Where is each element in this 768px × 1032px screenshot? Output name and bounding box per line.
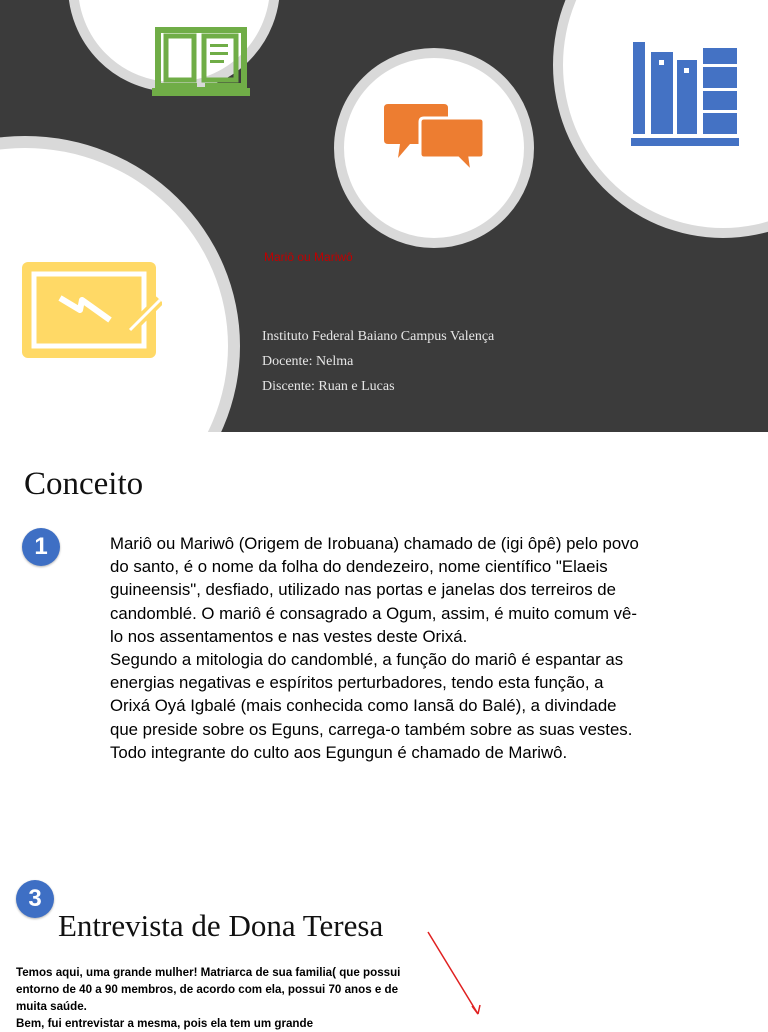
number-badge-1: 1 (22, 528, 60, 566)
book-icon (152, 26, 250, 98)
institution-line: Instituto Federal Baiano Campus Valença (262, 329, 495, 344)
library-books-icon (631, 40, 739, 146)
interview-heading: Entrevista de Dona Teresa (58, 908, 384, 943)
concept-heading: Conceito (24, 466, 144, 502)
interview-paragraph-2: Bem, fui entrevistar a mesma, pois ela tem um grande (16, 1017, 314, 1030)
concept-text (110, 532, 640, 764)
cover-info (262, 324, 494, 399)
cover-title: Mariô ou Mariwô (264, 250, 353, 264)
cover-slide (0, 0, 768, 432)
concept-paragraph-3: Todo integrante do culto aos Egungun é chamado de Mariwô. (110, 742, 568, 762)
interview-paragraph-1: Temos aqui, uma grande mulher! Matriarca de sua familia( que possui entorno de 40 a 90 membros, de acordo com ela, possui 70 anos e de muita saúde. (16, 966, 401, 1013)
red-arrow-icon (426, 930, 486, 1024)
chat-bubbles-icon (384, 102, 484, 174)
concept-paragraph-1: Mariô ou Mariwô (Origem de Irobuana) chamado de (igi ôpê) pelo povo do santo, é o nome da folha do dendezeiro, nome científico "Elaeis guineensis", desfiado, utilizado nas portas e janelas dos terreiros de candomblé. O mariô é consagrado a Ogum, assim, é muito comum vê-lo nos assentamentos e nas vestes deste Orixá. (110, 534, 639, 646)
teacher-line: Docente: Nelma (262, 354, 354, 369)
students-line: Discente: Ruan e Lucas (262, 379, 395, 394)
concept-paragraph-2: Segundo a mitologia do candomblé, a função do mariô é espantar as energias negativas e espíritos perturbadores, tendo esta função, a Orixá Oyá Igbalé (mais conhecida como Iansã do Balé), a divindade que preside sobre os Eguns, carrega-o também sobre as suas vestes. (110, 650, 633, 739)
number-badge-3: 3 (16, 880, 54, 918)
chalkboard-icon (20, 260, 162, 360)
interview-text (16, 964, 416, 1032)
